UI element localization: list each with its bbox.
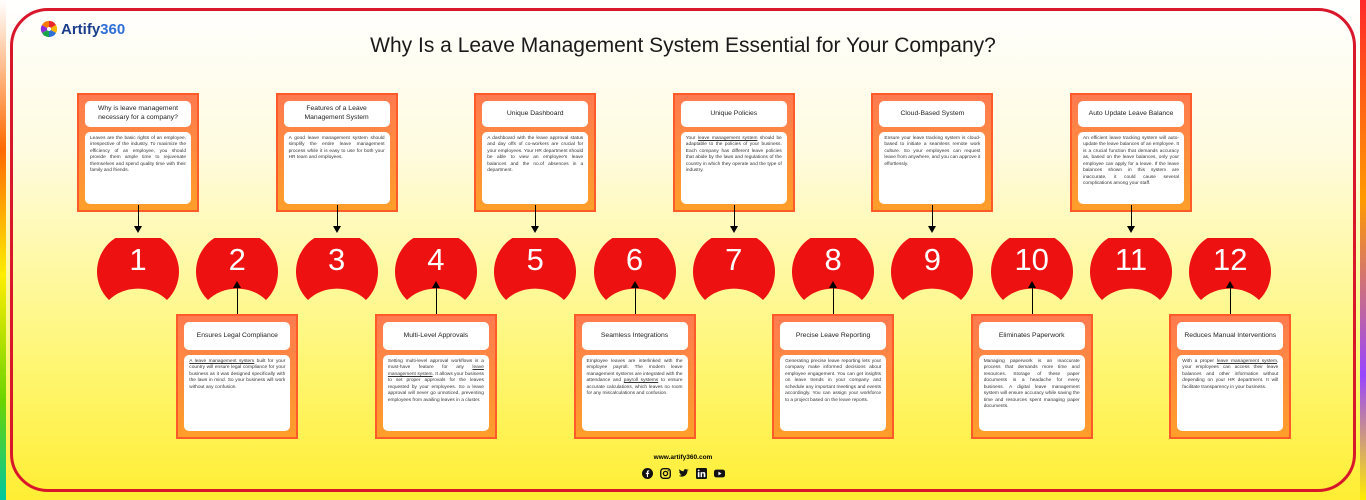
- step-card-8: [772, 314, 894, 439]
- footer: [0, 454, 1366, 477]
- instagram-icon[interactable]: [660, 466, 671, 477]
- body-text: . It allows your business to set proper approvals for the leaves requested by your employees. So a leave approval will never go unnoticed, preventing employees from availing leaves in a cluster.: [387, 371, 484, 403]
- connector-arrow-11: [1131, 205, 1132, 231]
- step-card-2: [176, 314, 298, 439]
- body-text: Setting multi-level approval workflows is a must-have feature for any: [387, 359, 484, 371]
- step-card-11: [1070, 93, 1192, 212]
- connector-arrow-8: [833, 283, 834, 314]
- step-badge-7: [693, 238, 775, 308]
- card-body: [383, 355, 489, 431]
- body-text: built for your country will ensure legal compliance for your business as it was designed specifically with the laws in mind. So your business will work without any confusion.: [189, 359, 286, 390]
- facebook-icon[interactable]: [642, 466, 653, 477]
- connector-arrow-5: [535, 205, 536, 231]
- step-number: 5: [526, 242, 544, 277]
- card-body: [681, 132, 787, 204]
- step-card-5: [474, 93, 596, 212]
- website-url[interactable]: www.artify360.com: [653, 454, 713, 461]
- connector-arrow-9: [932, 205, 933, 231]
- step-badge-3: [296, 238, 378, 308]
- step-number: 3: [327, 242, 346, 277]
- body-link[interactable]: leave management system: [697, 136, 758, 141]
- card-body: Leaves are the basic rights of an employee, irrespective of the industry. To maximize the efficiency of an employee, you should provide them ample time to rejuvenate themselves and spend quality time with their family and friends.: [85, 132, 191, 204]
- step-number: 1: [129, 242, 147, 277]
- card-body: A dashboard with the leave approval status and day offs of co-workers are crucial for your employees. Your HR department should be able to view an employee's leave balances and the no.of absences in a department.: [482, 132, 588, 204]
- right-gradient-strip: [1360, 0, 1366, 500]
- connector-arrow-7: [734, 205, 735, 231]
- step-number: 8: [824, 242, 842, 277]
- card-heading: Reduces Manual Interventions: [1177, 322, 1283, 350]
- card-heading: Ensures Legal Compliance: [184, 322, 290, 350]
- card-heading: Eliminates Paperwork: [979, 322, 1085, 350]
- card-body: [780, 355, 886, 431]
- body-link[interactable]: A leave management system: [189, 359, 255, 364]
- card-body: Ensure your leave tracking system is cloud-based to initiate a seamless remote work culture. So your employees can request leave from anywhere, and you can approve it effortlessly.: [879, 132, 985, 204]
- connector-arrow-1: [138, 205, 139, 231]
- step-badge-1: [97, 238, 179, 308]
- step-card-7: [673, 93, 795, 212]
- card-body: [1177, 355, 1283, 431]
- connector-arrow-10: [1032, 283, 1033, 314]
- social-links: [0, 466, 1366, 477]
- step-number: 11: [1114, 242, 1148, 277]
- step-badge-9: [891, 238, 973, 308]
- step-number: 12: [1213, 242, 1248, 277]
- step-number: 7: [725, 242, 743, 277]
- body-text: Employee leaves are interlinked with the employee payroll. The modern leave management systems are integrated with the attendance and: [586, 359, 683, 384]
- connector-arrow-12: [1230, 283, 1231, 314]
- step-card-12: [1169, 314, 1291, 439]
- step-number: 10: [1014, 242, 1049, 277]
- card-body: An efficient leave tracking system will auto-update the leave balances of an employee. It is a crucial function that demands accuracy as, based on the leave balances, only your employee can apply for a leave. If the leave balances shown in this system are inaccurate, it could cause several complications among your staff.: [1078, 132, 1184, 204]
- step-card-3: [276, 93, 398, 212]
- card-heading: Auto Update Leave Balance: [1078, 101, 1184, 127]
- step-number: 2: [228, 242, 246, 277]
- card-body: [979, 355, 1085, 431]
- card-heading: Multi-Level Approvals: [383, 322, 489, 350]
- youtube-icon[interactable]: [714, 466, 725, 477]
- card-heading: Unique Dashboard: [482, 101, 588, 127]
- left-gradient-strip: [0, 0, 6, 500]
- body-text: Managing paperwork is an inaccurate process that demands more time and resources. Storage of these paper documents is a headache for every business. A digital leave management system will ensure accuracy while saving the time and resources spent managing paper documents.: [983, 359, 1080, 410]
- card-heading: Why is leave management necessary for a company?: [85, 101, 191, 127]
- connector-arrow-6: [635, 283, 636, 314]
- body-text: Your: [685, 136, 698, 141]
- card-heading: Unique Policies: [681, 101, 787, 127]
- connector-arrow-4: [436, 283, 437, 314]
- step-card-6: [574, 314, 696, 439]
- page-title: Why Is a Leave Management System Essential for Your Company?: [370, 34, 996, 57]
- body-text: With a proper: [1182, 359, 1217, 364]
- step-number: 4: [427, 242, 445, 277]
- linkedin-icon[interactable]: [696, 466, 707, 477]
- step-badge-5: [494, 238, 576, 308]
- card-body: [184, 355, 290, 431]
- body-text: , your employees can access their leave balances and other information without depending on your HR department. It will facilitate transparency in your business.: [1182, 359, 1279, 390]
- card-heading: Seamless Integrations: [582, 322, 688, 350]
- body-text: to ensure accurate calculations, which leaves no room for any miscalculations and confusion.: [586, 378, 683, 397]
- connector-arrow-2: [237, 283, 238, 314]
- body-link[interactable]: payroll systems: [623, 378, 659, 384]
- card-body: [582, 355, 688, 431]
- connector-arrow-3: [337, 205, 338, 231]
- step-number: 6: [625, 242, 644, 277]
- twitter-icon[interactable]: [678, 466, 689, 477]
- card-body: A good leave management system should simplify the entire leave management process while it is easy to use for both your HR team and employees.: [284, 132, 390, 204]
- logo-text: Artify360: [61, 20, 126, 38]
- body-link[interactable]: leave management system: [387, 365, 484, 377]
- card-heading: Cloud-Based System: [879, 101, 985, 127]
- step-card-10: [971, 314, 1093, 439]
- body-text: should be adaptable to the policies of your business. Each company has different leave policies that abide by the laws and regulations of the country in which they operate and the type of industry.: [685, 136, 782, 174]
- card-heading: Precise Leave Reporting: [780, 322, 886, 350]
- step-card-4: [375, 314, 497, 439]
- step-badge-11: [1090, 238, 1172, 308]
- step-number: 9: [923, 242, 942, 277]
- body-text: Generating precise leave reporting lets your company make informed decisions about employee engagement. You can get insights on leave trends in your company and schedule any important meetings and events accordingly. You can assign your workforce to a project based on the leave reports.: [785, 359, 882, 403]
- step-card-9: [871, 93, 993, 212]
- card-heading: Features of a Leave Management System: [284, 101, 390, 127]
- body-link[interactable]: leave management system: [1216, 359, 1277, 364]
- step-card-1: [77, 93, 199, 212]
